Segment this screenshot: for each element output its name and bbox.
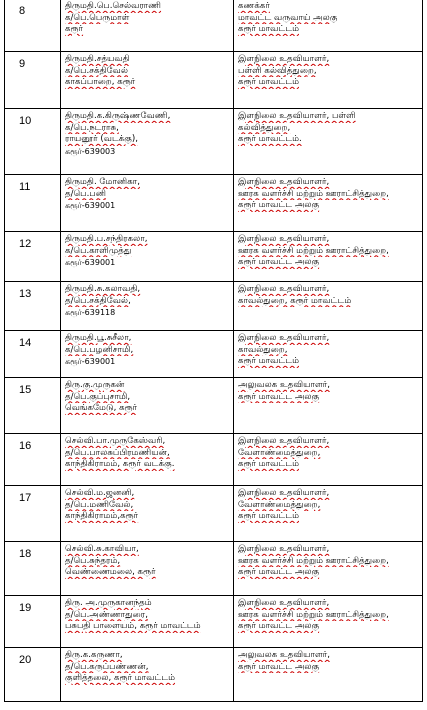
designation-line: இளநிலை உதவியாளர்,: [238, 544, 330, 554]
serial-number: 11: [5, 175, 61, 232]
employee-name-cell: [61, 596, 234, 648]
table-row: [5, 596, 423, 648]
table-row: [5, 109, 423, 175]
employee-name-cell: [61, 282, 234, 331]
serial-number: 18: [5, 542, 61, 596]
name-line: கரூர்-639003: [65, 146, 116, 156]
designation-line: கரூர் மாவட்டம்: [238, 24, 299, 34]
designation-cell: [234, 282, 423, 331]
designation-line: இளநிலை உதவியாளர்,: [238, 333, 330, 343]
name-line: கரூர்: [65, 24, 84, 34]
table-row: [5, 542, 423, 596]
name-line: த/பெ.பாலசுப்பிரமணியன்,: [65, 447, 170, 458]
name-line: கரூர்-639001: [65, 357, 116, 366]
table-row: [5, 648, 423, 702]
serial-number: 14: [5, 331, 61, 378]
employee-name-cell: [61, 232, 234, 282]
designation-cell: [234, 648, 423, 702]
designation-line: கரூர் மாவட்டம்.: [238, 134, 302, 144]
name-line: த/பெ.குப்புசாமி,: [65, 391, 131, 402]
designation-line: இளநிலை உதவியாளர்,: [238, 436, 330, 446]
designation-line: இளநிலை உதவியாளர்,: [238, 598, 330, 608]
designation-line: வேளாண்மைத்துறை,: [238, 447, 321, 458]
name-line: திருமதி. மோனிகா,: [65, 177, 140, 187]
name-line: க/பெ.பழனிசாமி,: [65, 344, 134, 355]
name-line: த/பெ.சுந்தரம்,: [65, 555, 121, 566]
employee-name-cell: [61, 486, 234, 542]
serial-number: 15: [5, 378, 61, 434]
table-row: [5, 52, 423, 109]
designation-line: அலுவலக உதவியாளர்,: [238, 650, 330, 660]
name-line: த/பெ.மணிவேல்,: [65, 499, 134, 510]
name-line: திருமதி.சு.கலாவதி,: [65, 284, 141, 294]
designation-line: இளநிலை உதவியாளர்,: [238, 234, 330, 244]
name-line: கரூர்-639001: [65, 201, 116, 210]
name-line: செல்வி.பா.முருகேஸ்வரி,: [65, 436, 166, 446]
name-line: கரூர்-639118: [65, 308, 116, 317]
table-row: [5, 486, 423, 542]
table-row: [5, 434, 423, 486]
designation-line: கணக்கர்: [238, 1, 270, 11]
designation-line: இளநிலை உதவியாளர், பள்ளி: [238, 111, 356, 121]
name-line: க/பெ.நடராசு,: [65, 122, 119, 133]
name-line: திருமதி.க.கிருஷ்ணவேணி,: [65, 111, 171, 121]
designation-cell: [234, 232, 423, 282]
name-line: திருமதி.ப.சந்திரகலா,: [65, 234, 148, 244]
table-row: [5, 0, 423, 52]
designation-cell: [234, 486, 423, 542]
serial-number: 9: [5, 52, 61, 109]
designation-line: ஊரக வளர்ச்சி மற்றும் ஊராட்சித்துறை,: [238, 188, 389, 199]
designation-cell: [234, 0, 423, 52]
designation-line: அலுவலக உதவியாளர்,: [238, 380, 330, 390]
name-line: செல்வி.ம.ஜனனி,: [65, 488, 135, 498]
designation-line: கரூர் மாவட்ட அலகு: [238, 391, 320, 402]
table-body: [5, 0, 423, 702]
employee-name-cell: [61, 175, 234, 232]
designation-cell: [234, 542, 423, 596]
serial-number: 19: [5, 596, 61, 648]
designation-line: பள்ளி கல்வித்துறை,: [238, 65, 317, 76]
designation-line: கரூர் மாவட்டம்: [238, 356, 299, 366]
name-line: திரு.க.கருணா,: [65, 650, 123, 660]
designation-line: இளநிலை உதவியாளர்,: [238, 488, 330, 498]
designation-line: கரூர் மாவட்ட அலகு: [238, 661, 320, 672]
designation-line: ஊரக வளர்ச்சி மற்றும் ஊராட்சித்துறை,: [238, 555, 389, 566]
designation-line: வேளாண்மைத்துறை,: [238, 499, 321, 510]
employee-name-cell: [61, 434, 234, 486]
designation-cell: [234, 175, 423, 232]
name-line: குளித்தலை, கரூர் மாவட்டம்: [65, 673, 176, 683]
designation-line: கல்வித்துறை,: [238, 122, 291, 133]
table-row: [5, 232, 423, 282]
designation-cell: [234, 109, 423, 175]
employee-name-cell: [61, 52, 234, 109]
designation-line: கரூர் மாவட்ட அலகு: [238, 567, 320, 577]
name-line: க/பெ.பெருமாள்: [65, 12, 130, 23]
designation-line: கரூர் மாவட்டம்: [238, 511, 299, 521]
employee-name-cell: [61, 542, 234, 596]
name-line: த/பெ.சக்திவேல்,: [65, 295, 131, 306]
name-line: பசுபதி பாளையம், கரூர் மாவட்டம்: [65, 621, 201, 631]
serial-number: 8: [5, 0, 61, 52]
name-line: திரு.கு.முருகன்: [65, 380, 125, 390]
staff-table: [4, 0, 423, 702]
name-line: வெங்கமேடு, கரூர்: [65, 403, 138, 413]
designation-line: கரூர் மாவட்டம்: [238, 459, 299, 469]
name-line: த/பெ.பனி: [65, 188, 106, 199]
designation-line: மாவட்ட வருவாய் அலகு: [238, 12, 338, 23]
name-line: காகப்பாறை, கரூர்: [65, 77, 136, 87]
name-line: காந்திகிராமம், கரூர் வடக்கு.: [65, 459, 175, 469]
designation-line: கரூர் மாவட்ட அலகு: [238, 257, 320, 267]
designation-line: கரூர் மாவட்ட அலகு: [238, 200, 320, 210]
designation-line: காவல்துறை, கரூர் மாவட்டம்: [238, 295, 352, 306]
designation-line: இளநிலை உதவியாளர்,: [238, 284, 330, 294]
designation-line: காவல்துறை,: [238, 344, 288, 355]
designation-line: கரூர் மாவட்ட அலகு: [238, 621, 320, 631]
table-row: [5, 378, 423, 434]
name-line: க/பெ.சக்திவேல்: [65, 65, 128, 76]
name-line: காந்திகிராமம்,கரூர்: [65, 511, 139, 521]
employee-name-cell: [61, 648, 234, 702]
name-line: த/பெ.அண்ணாதுரை,: [65, 609, 148, 620]
table-row: [5, 331, 423, 378]
name-line: திருமதி.பெ.செல்வராணி: [65, 1, 162, 11]
name-line: க/பெ.காளிமுத்து: [65, 245, 132, 256]
name-line: திரு. அ.முருகானந்தம்: [65, 598, 152, 608]
name-line: ராயனூர் (வடக்கு),: [65, 134, 138, 144]
employee-name-cell: [61, 0, 234, 52]
designation-cell: [234, 331, 423, 378]
serial-number: 10: [5, 109, 61, 175]
employee-name-cell: [61, 109, 234, 175]
employee-name-cell: [61, 378, 234, 434]
serial-number: 13: [5, 282, 61, 331]
designation-cell: [234, 596, 423, 648]
designation-line: கரூர் மாவட்டம்: [238, 77, 299, 87]
serial-number: 16: [5, 434, 61, 486]
table-row: [5, 175, 423, 232]
designation-cell: [234, 434, 423, 486]
designation-line: ஊரக வளர்ச்சி மற்றும் ஊராட்சித்துறை,: [238, 609, 389, 620]
serial-number: 12: [5, 232, 61, 282]
name-line: கரூர்-639001: [65, 258, 116, 267]
designation-line: இளநிலை உதவியாளர்,: [238, 177, 330, 187]
designation-line: இளநிலை உதவியாளர்,: [238, 54, 330, 64]
name-line: வெண்ணைமலை, கரூர்: [65, 567, 156, 577]
serial-number: 20: [5, 648, 61, 702]
serial-number: 17: [5, 486, 61, 542]
name-line: த/பெ.கருப்பண்ணன்,: [65, 661, 149, 672]
employee-name-cell: [61, 331, 234, 378]
table-row: [5, 282, 423, 331]
designation-line: ஊரக வளர்ச்சி மற்றும் ஊராட்சித்துறை,: [238, 245, 389, 256]
designation-cell: [234, 52, 423, 109]
name-line: செல்வி.சு.காவியா,: [65, 544, 139, 554]
name-line: திருமதி.பூ.சுசீலா,: [65, 333, 132, 343]
designation-cell: [234, 378, 423, 434]
name-line: திருமதி.சத்யவதி: [65, 54, 130, 64]
